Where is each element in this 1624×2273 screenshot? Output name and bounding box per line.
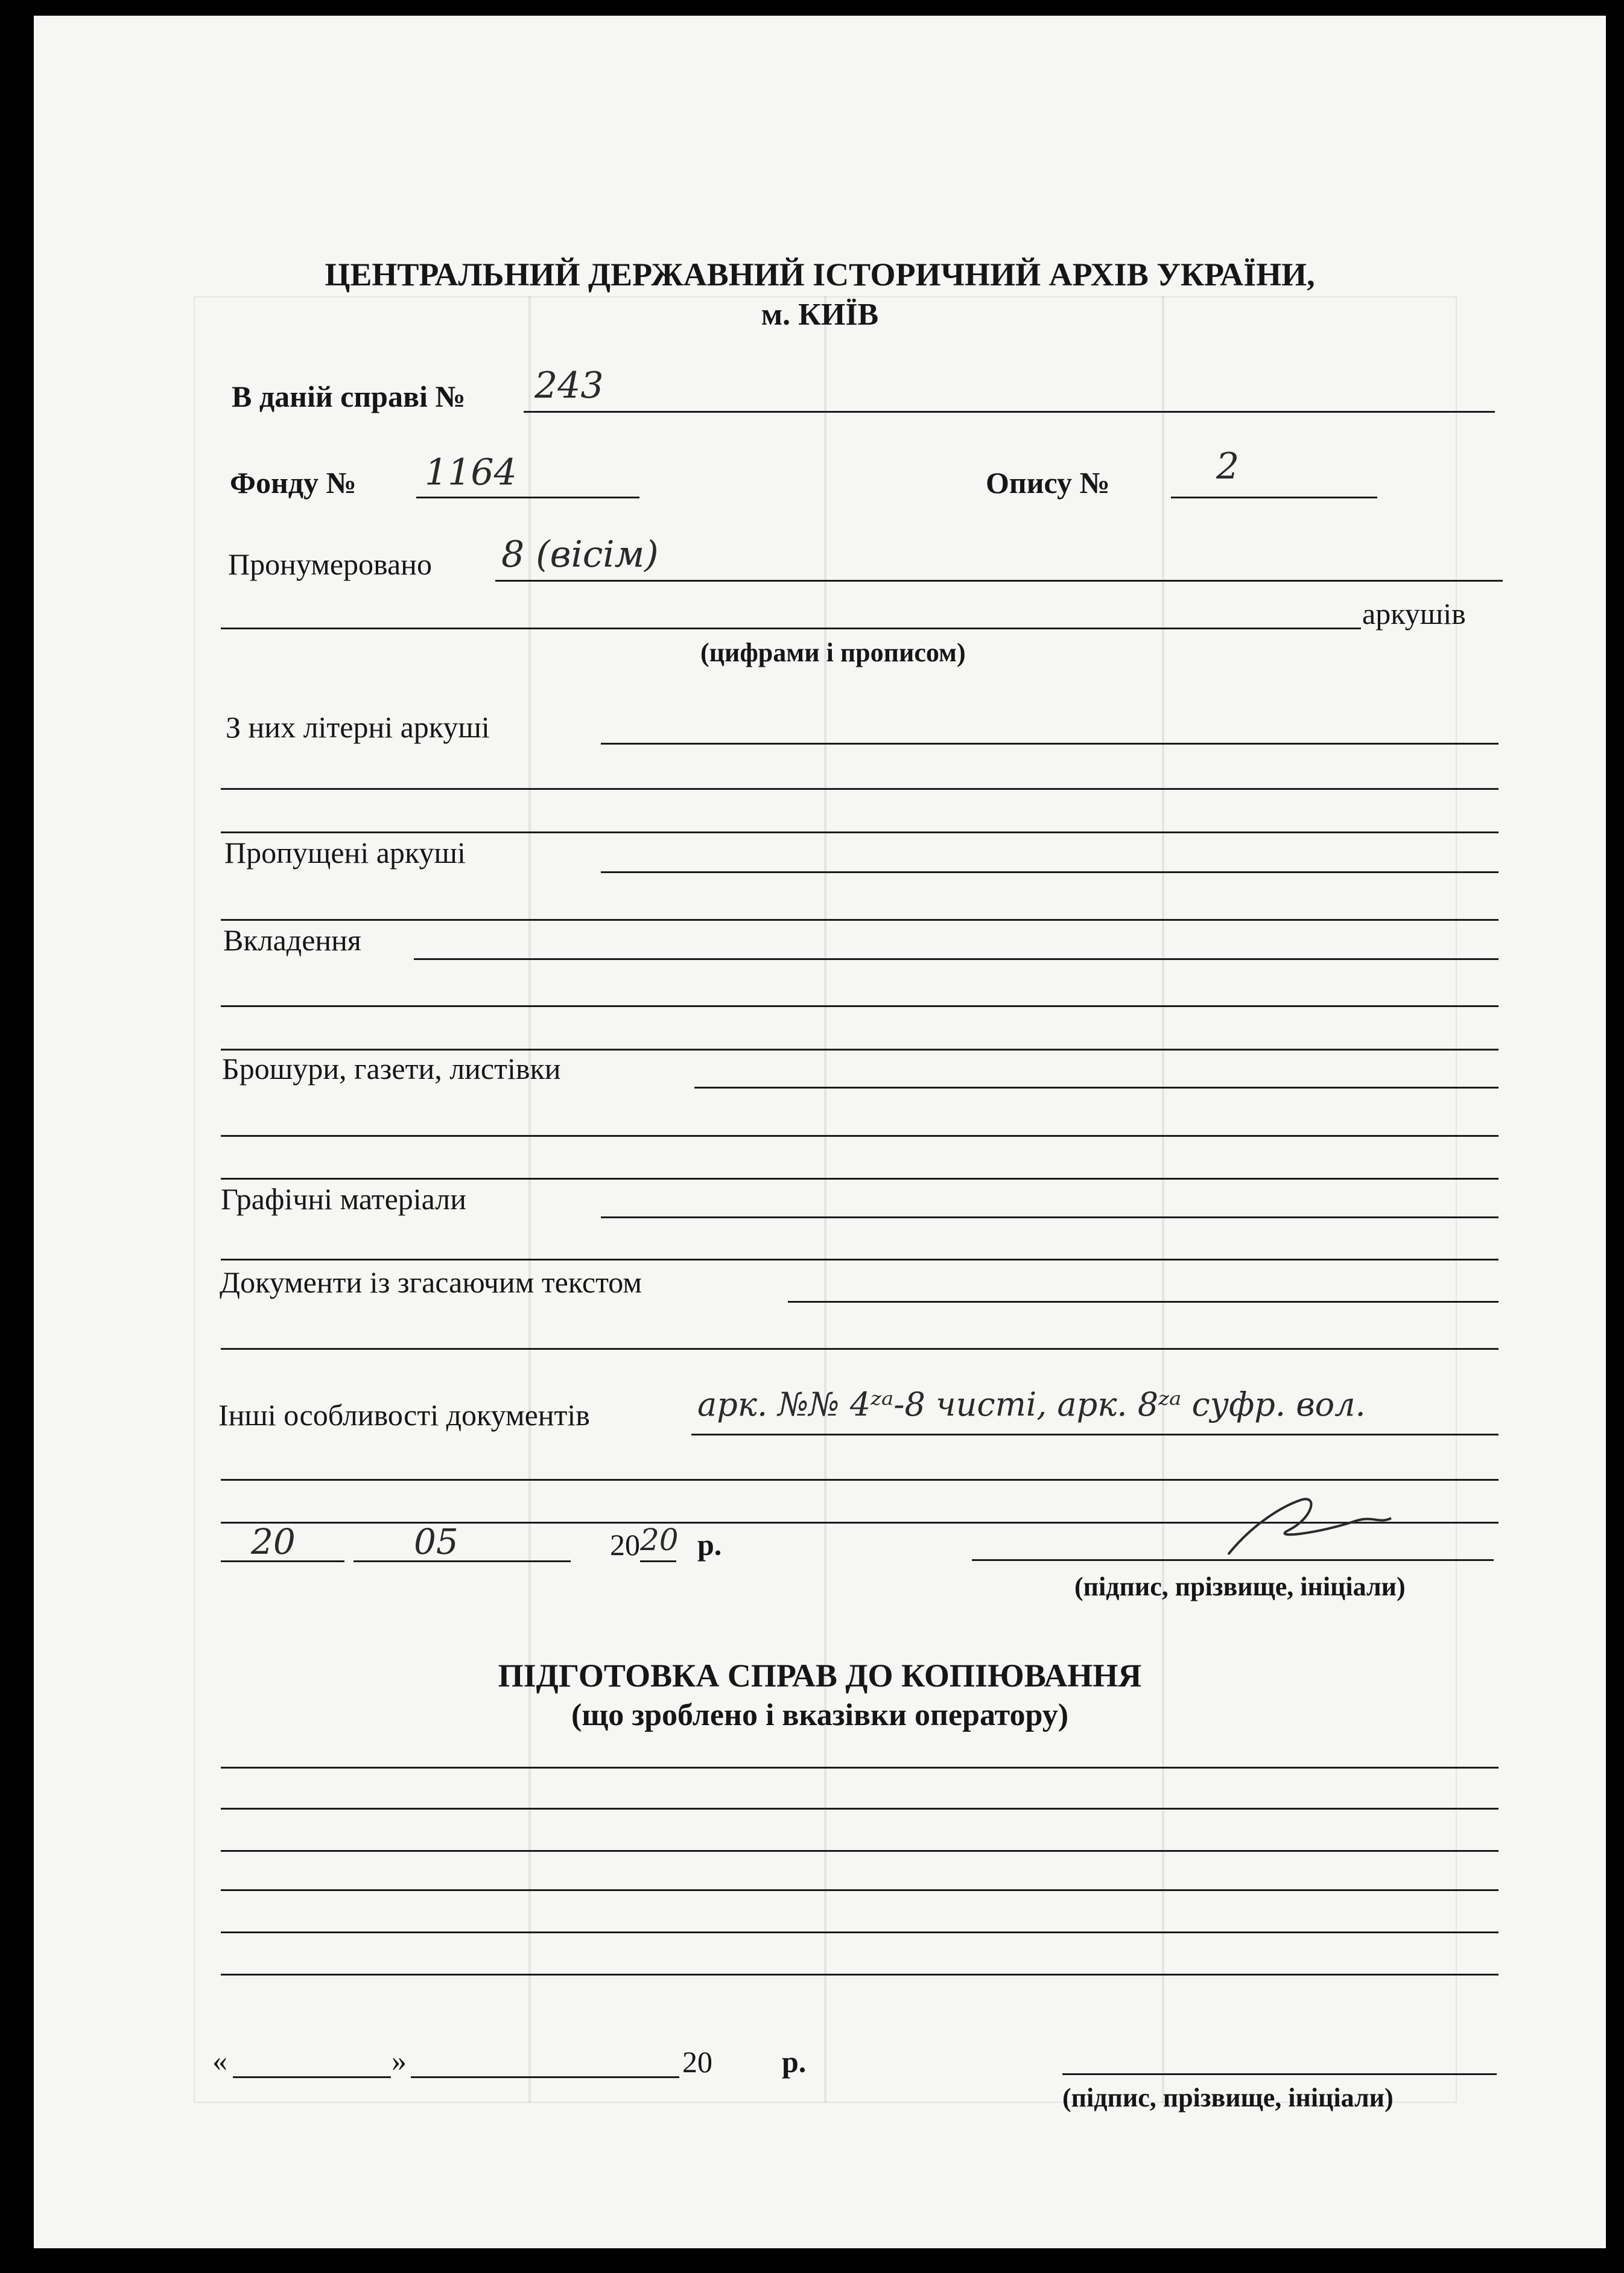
numbered-suffix: аркушів: [1362, 597, 1466, 631]
numbered-hint: (цифрами і прописом): [700, 638, 966, 667]
date1-month-line: [354, 1560, 571, 1562]
opys-line: [1171, 497, 1377, 498]
literal-sheets-line: [601, 743, 1499, 745]
missing-sheets-line-2: [221, 919, 1499, 921]
graphic-materials-line-2: [221, 1259, 1499, 1260]
archive-form-sheet: [34, 16, 1606, 2248]
section2-line-6: [221, 1974, 1499, 1976]
other-features-line-2: [221, 1479, 1499, 1481]
brochures-line: [694, 1087, 1499, 1089]
numbered-line-2: [221, 628, 1361, 629]
fond-value[interactable]: 1164: [425, 451, 517, 494]
bleed-through-divider: [824, 296, 826, 2103]
date1-day[interactable]: 20: [251, 1521, 296, 1562]
attachments-line: [414, 958, 1499, 960]
archive-city: м. КИЇВ: [761, 297, 879, 332]
literal-sheets-line-3: [221, 831, 1499, 833]
fond-line: [416, 497, 639, 498]
literal-sheets-line-2: [221, 788, 1499, 790]
signature1-mark: [1216, 1488, 1397, 1560]
missing-sheets-label: Пропущені аркуші: [224, 836, 466, 869]
signature1-caption: (підпис, прізвище, ініціали): [1074, 1572, 1406, 1601]
date2-month-line: [411, 2076, 679, 2078]
brochures-label: Брошури, газети, листівки: [222, 1052, 561, 1086]
bleed-through-divider: [1162, 296, 1164, 2103]
fond-label: Фонду №: [230, 466, 357, 500]
date2-year: 20: [682, 2045, 712, 2079]
date1-year-prefix: 20: [610, 1528, 640, 1562]
date1-r: р.: [697, 1528, 722, 1562]
case-number-label: В даній справі №: [232, 380, 466, 413]
numbered-label: Пронумеровано: [228, 547, 432, 581]
opys-label: Опису №: [986, 466, 1110, 500]
other-features-line: [691, 1434, 1499, 1435]
case-number-value[interactable]: 243: [534, 364, 604, 407]
date1-year-suffix[interactable]: 20: [640, 1522, 679, 1557]
fading-text-line: [788, 1301, 1499, 1303]
date2-r: р.: [782, 2045, 807, 2079]
other-features-label: Інші особливості документів: [218, 1398, 590, 1432]
section2-line-4: [221, 1889, 1499, 1891]
attachments-label: Вкладення: [223, 923, 361, 957]
attachments-line-3: [221, 1049, 1499, 1051]
date2-close-quote: »: [392, 2044, 407, 2077]
literal-sheets-label: З них літерні аркуші: [226, 710, 490, 744]
graphic-materials-label: Графічні матеріали: [221, 1182, 467, 1216]
brochures-line-2: [221, 1135, 1499, 1137]
other-features-value[interactable]: арк. №№ 4ᶻᵃ-8 чисті, арк. 8ᶻᵃ суфр. вол.: [697, 1385, 1366, 1423]
section2-subtitle: (що зроблено і вказівки оператору): [571, 1698, 1069, 1732]
date2-open-quote: «: [212, 2044, 227, 2077]
date1-month[interactable]: 05: [414, 1521, 458, 1562]
attachments-line-2: [221, 1005, 1499, 1007]
fading-text-label: Документи із згасаючим текстом: [220, 1265, 642, 1299]
brochures-line-3: [221, 1178, 1499, 1180]
graphic-materials-line: [601, 1216, 1499, 1218]
archive-title: ЦЕНТРАЛЬНИЙ ДЕРЖАВНИЙ ІСТОРИЧНИЙ АРХІВ УКРАЇНИ,: [325, 256, 1315, 293]
date2-day-line: [233, 2076, 391, 2078]
section2-line-3: [221, 1850, 1499, 1852]
missing-sheets-line: [601, 871, 1499, 873]
signature2-line: [1062, 2073, 1497, 2075]
opys-value[interactable]: 2: [1216, 445, 1240, 488]
date1-year-line: [640, 1560, 676, 1562]
signature2-caption: (підпис, прізвище, ініціали): [1062, 2083, 1394, 2112]
section2-line-1: [221, 1767, 1499, 1769]
case-number-line: [524, 411, 1495, 413]
section2-line-2: [221, 1808, 1499, 1810]
section2-title: ПІДГОТОВКА СПРАВ ДО КОПІЮВАННЯ: [498, 1658, 1142, 1694]
numbered-value[interactable]: 8 (вісім): [501, 533, 659, 576]
numbered-line: [495, 580, 1503, 582]
section2-line-5: [221, 1931, 1499, 1933]
fading-text-line-2: [221, 1348, 1499, 1350]
